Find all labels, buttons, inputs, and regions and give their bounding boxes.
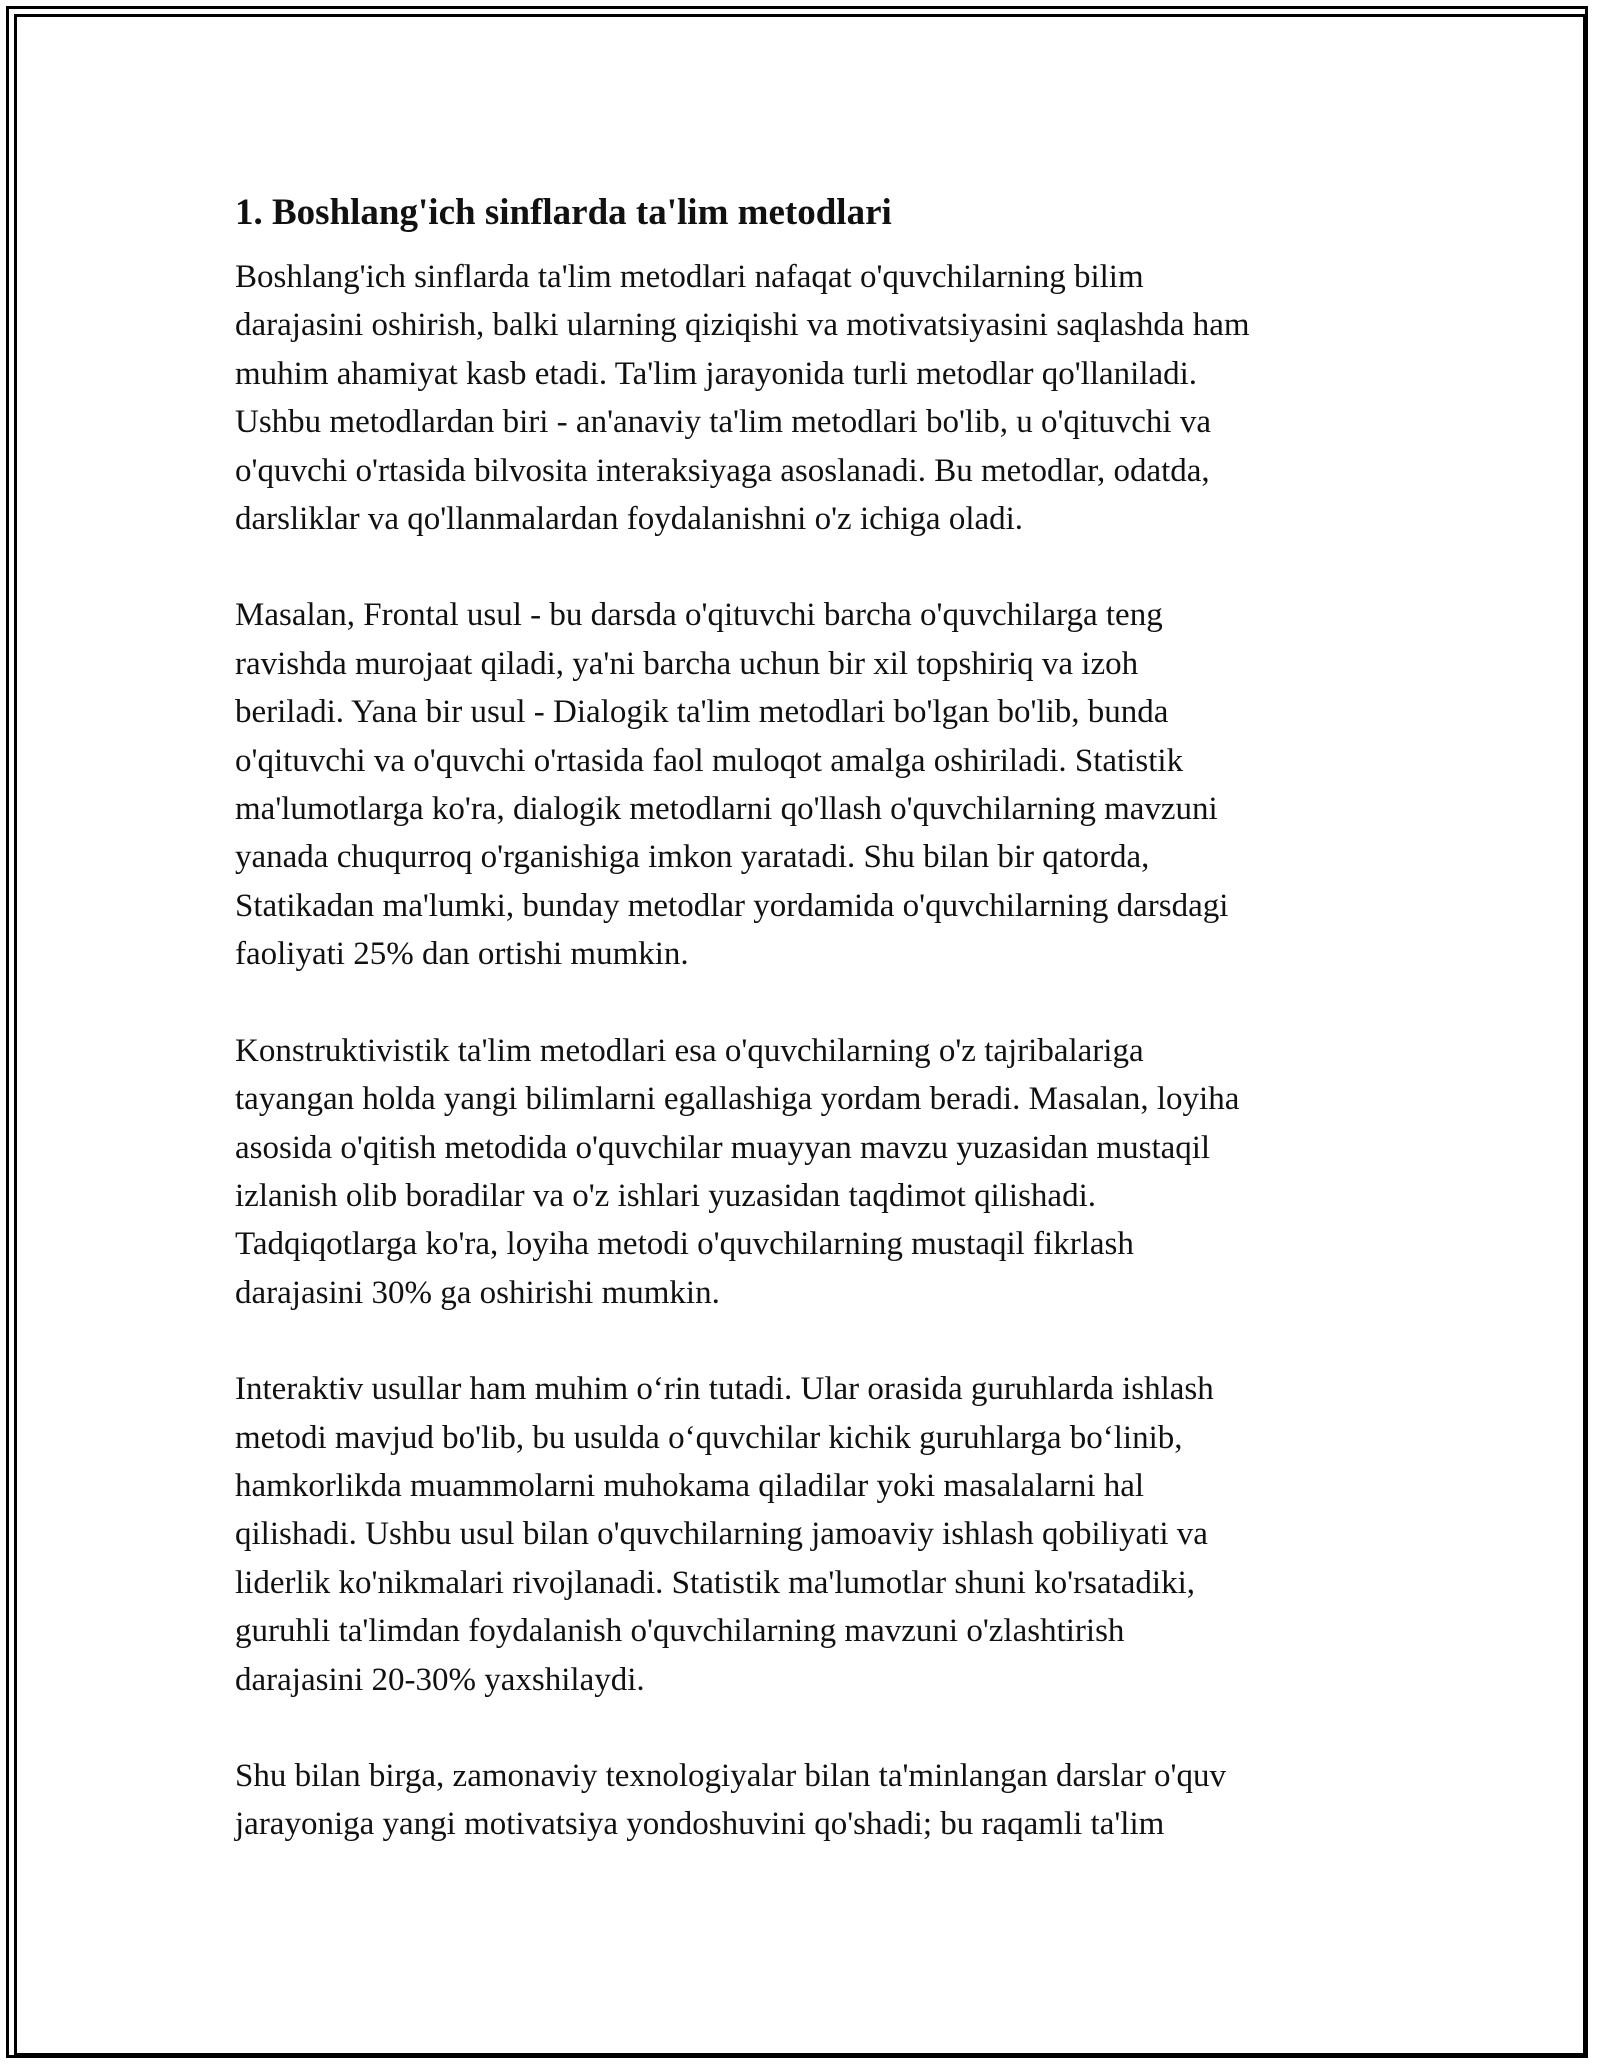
text-line: darajasini oshirish, balki ularning qiziqishi va motivatsiyasini saqlashda ham [235, 307, 1250, 344]
text-line: qilishadi. Ushbu usul bilan o'quvchilarning jamoaviy ishlash qobiliyati va [235, 1516, 1208, 1553]
text-line: Konstruktivistik ta'lim metodlari esa o'quvchilarning o'z tajribalariga [235, 1032, 1144, 1069]
text-line: Tadqiqotlarga ko'ra, loyiha metodi o'quvchilarning mustaqil fikrlash [235, 1226, 1134, 1263]
text-line: o'qituvchi va o'quvchi o'rtasida faol muloqot amalga oshiriladi. Statistik [235, 742, 1184, 779]
text-line: hamkorlikda muammolarni muhokama qiladilar yoki masalalarni hal [235, 1467, 1145, 1504]
paragraph-5 [235, 1752, 1375, 1849]
text-line: yanada chuqurroq o'rganishiga imkon yaratadi. Shu bilan bir qatorda, [235, 839, 1150, 876]
text-line: darsliklar va qo'llanmalardan foydalanishni o'z ichiga oladi. [235, 501, 1024, 538]
text-line: muhim ahamiyat kasb etadi. Ta'lim jarayonida turli metodlar qo'llaniladi. [235, 355, 1198, 392]
text-line: liderlik ko'nikmalari rivojlanadi. Statistik ma'lumotlar shuni ko'rsatadiki, [235, 1564, 1196, 1601]
text-line: Statikadan ma'lumki, bunday metodlar yordamida o'quvchilarning darsdagi [235, 887, 1229, 924]
text-line: ravishda murojaat qiladi, ya'ni barcha uchun bir xil topshiriq va izoh [235, 645, 1139, 682]
text-line: tayangan holda yangi bilimlarni egallashiga yordam beradi. Masalan, loyiha [235, 1081, 1240, 1118]
paragraph-4 [235, 1365, 1375, 1704]
document-body [235, 183, 1375, 1897]
text-line: o'quvchi o'rtasida bilvosita interaksiyaga asoslanadi. Bu metodlar, odatda, [235, 452, 1210, 489]
text-line: izlanish olib boradilar va o'z ishlari yuzasidan taqdimot qilishadi. [235, 1177, 1096, 1214]
text-line: Interaktiv usullar ham muhim o‘rin tutadi. Ular orasida guruhlarda ishlash [235, 1371, 1214, 1408]
paragraph-3 [235, 1027, 1375, 1317]
text-line: Masalan, Frontal usul - bu darsda o'qituvchi barcha o'quvchilarga teng [235, 597, 1163, 634]
text-line: Boshlang'ich sinflarda ta'lim metodlari nafaqat o'quvchilarning bilim [235, 259, 1144, 295]
text-line: faoliyati 25% dan ortishi mumkin. [235, 936, 689, 973]
text-line: Ushbu metodlardan biri - an'anaviy ta'lim metodlari bo'lib, u o'qituvchi va [235, 404, 1211, 441]
paragraph-2 [235, 591, 1375, 978]
text-line: darajasini 30% ga oshirishi mumkin. [235, 1274, 720, 1311]
paragraph-1 [235, 253, 1375, 543]
text-line: beriladi. Yana bir usul - Dialogik ta'lim metodlari bo'lgan bo'lib, bunda [235, 694, 1169, 731]
text-line: darajasini 20-30% yaxshilaydi. [235, 1661, 645, 1698]
text-line: jarayoniga yangi motivatsiya yondoshuvini qo'shadi; bu raqamli ta'lim [235, 1806, 1165, 1843]
text-line: asosida o'qitish metodida o'quvchilar muayyan mavzu yuzasidan mustaqil [235, 1129, 1211, 1166]
section-heading: 1. Boshlang'ich sinflarda ta'lim metodlari [235, 192, 892, 233]
text-line: metodi mavjud bo'lib, bu usulda o‘quvchilar kichik guruhlarga bo‘linib, [235, 1419, 1183, 1456]
text-line: guruhli ta'limdan foydalanish o'quvchilarning mavzuni o'zlashtirish [235, 1613, 1125, 1650]
text-line: Shu bilan birga, zamonaviy texnologiyalar bilan ta'minlangan darslar o'quv [235, 1757, 1226, 1794]
text-line: ma'lumotlarga ko'ra, dialogik metodlarni qo'llash o'quvchilarning mavzuni [235, 791, 1218, 828]
